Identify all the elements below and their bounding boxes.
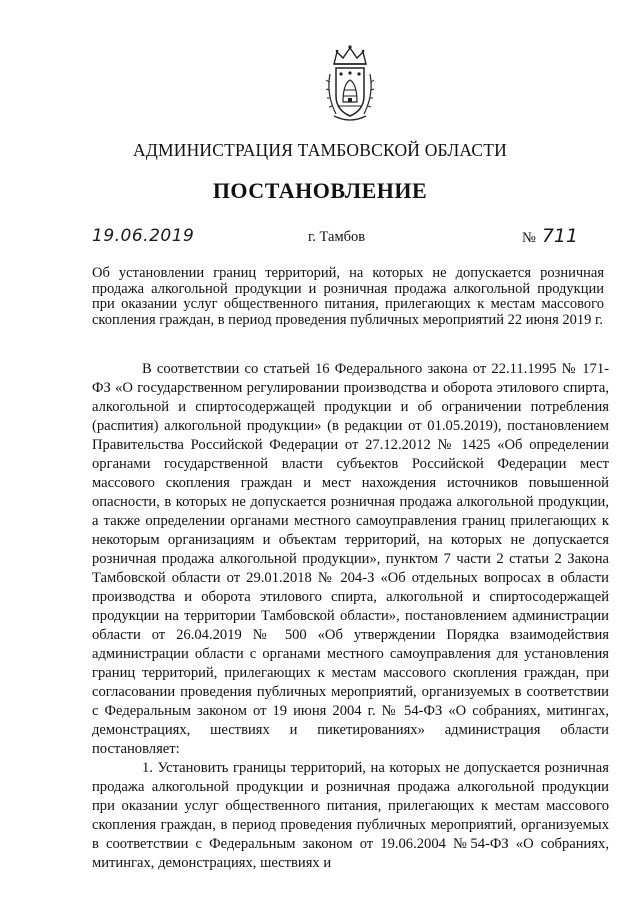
tambov-coat-of-arms-icon (324, 44, 376, 124)
preamble-paragraph: В соответствии со статьей 16 Федерального закона от 22.11.1995 № 171-ФЗ «О государственном регулировании производства и оборота этилового спирта, алкогольной и спиртосодержащей продукции и об ограничении потребления (распития) алкогольной продукции» (в редакции от 01.05.2019), постановлением Правительства Российской Федерации от 27.12.2012 № 1425 «Об определении органами государственной власти субъектов Российской Федерации мест массового скопления граждан и мест нахождения источников повышенной опасности, в которых не допускается розничная продажа алкогольной продукции, а также определении органами местного самоуправления границ прилегающих к некоторым организациям и объектам территорий, на которых не допускается розничная продажа алкогольной продукции», пунктом 7 части 2 статьи 2 Закона Тамбовской области от 29.01.2018 № 204-З «Об отдельных вопросах в области производства и оборота этилового спирта, алкогольной и спиртосодержащей продукции на территории Тамбовской области», постановлением администрации области от 26.04.2019 № 500 «Об утверждении Порядка взаимодействия администрации области с органами местного самоуправления для установления границ территорий, прилегающих к местам массового скопления граждан, при согласовании проведения публичных мероприятий, организуемых в соответствии с Федеральным законом от 19 июня 2004 г. № 54-ФЗ «О собраниях, митингах, демонстрациях, шествиях и пикетированиях» администрация области постановляет: (92, 361, 609, 757)
document-subject: Об установлении границ территорий, на которых не допускается розничная продажа алкогольной продукции и розничная продажа алкогольной продукции при оказании услуг общественного питания, прилегающих к местам массового скопления граждан, в период проведения публичных мероприятий 22 июня 2019 г. (92, 265, 604, 328)
document-date: 19.06.2019 (92, 226, 195, 246)
number-sign: № (522, 230, 536, 246)
document-type-title: ПОСТАНОВЛЕНИЕ (212, 178, 428, 203)
organization-name: АДМИНИСТРАЦИЯ ТАМБОВСКОЙ ОБЛАСТИ (133, 140, 507, 160)
document-city: г. Тамбов (308, 229, 366, 245)
document-number (522, 225, 578, 247)
document-number-value: 711 (541, 225, 579, 247)
document-body (92, 360, 609, 873)
item-1-paragraph: 1. Установить границы территорий, на которых не допускается розничная продажа алкогольной продукции и розничная продажа алкогольной продукции при оказании услуг общественного питания, прилегающих к местам массового скопления граждан, в период проведения публичных мероприятий, организуемых в соответствии с Федеральным законом от 19.06.2004 №54-ФЗ «О собраниях, митингах, демонстрациях, шествиях и (92, 760, 609, 871)
